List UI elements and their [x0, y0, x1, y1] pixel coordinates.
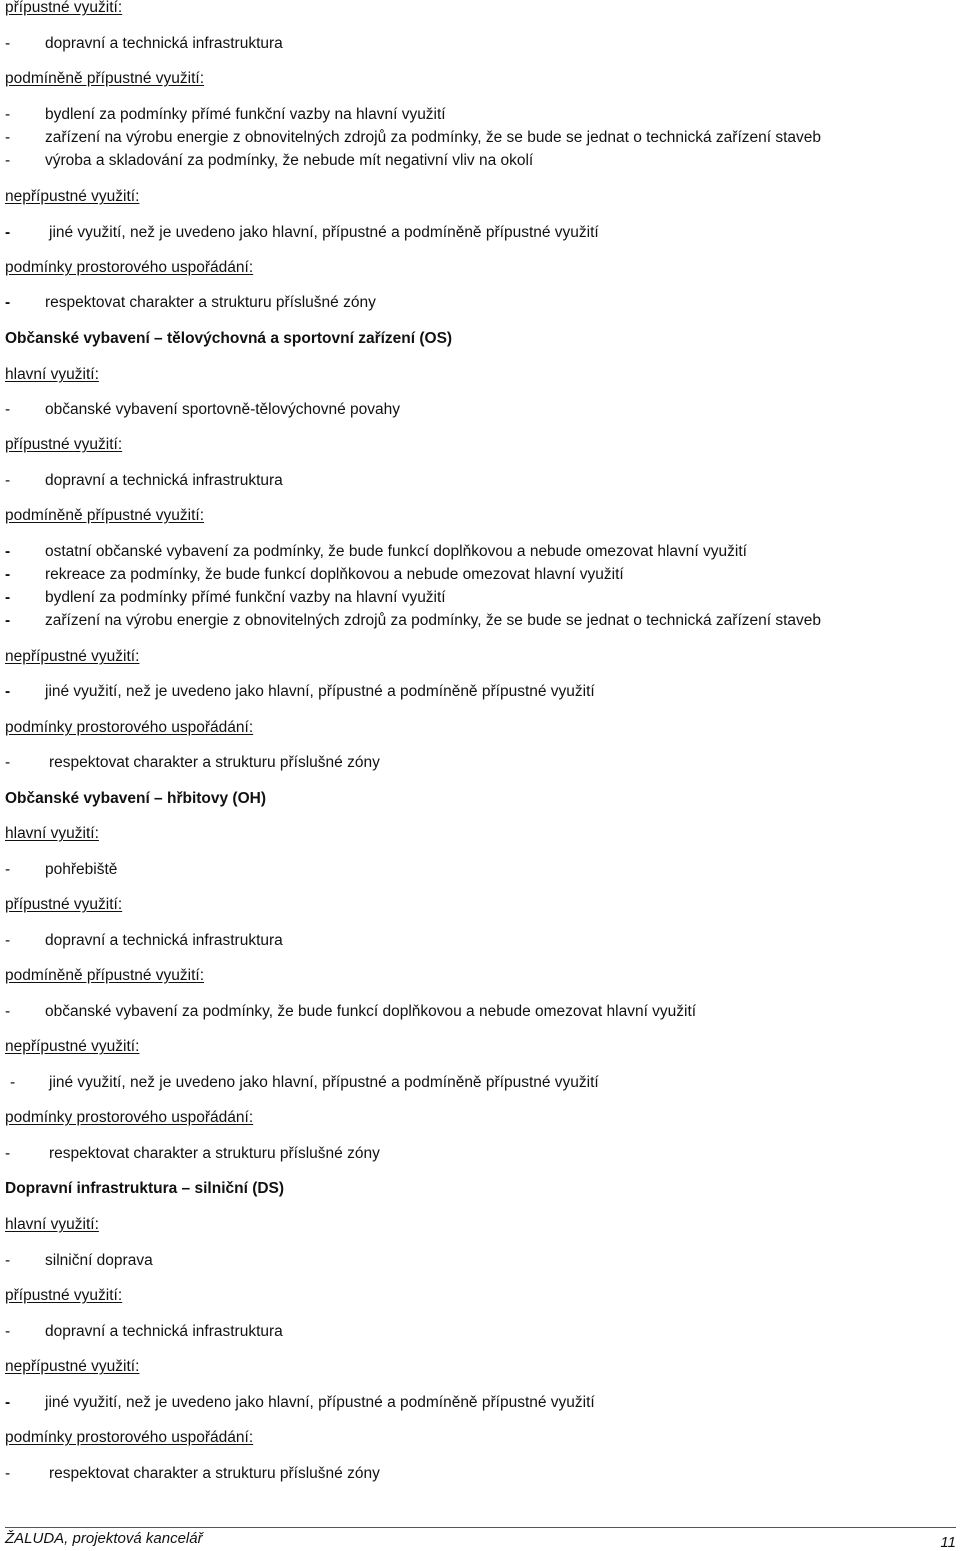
list-item: [5, 1464, 380, 1484]
list-item: [5, 293, 376, 313]
label-nepripustne: nepřípustné využití:: [5, 188, 140, 205]
label-podminky: podmínky prostorového uspořádání:: [5, 1429, 254, 1446]
bullet-dash: -: [10, 1074, 16, 1091]
item-text: dopravní a technická infrastruktura: [45, 472, 283, 489]
item-text: dopravní a technická infrastruktura: [45, 1323, 283, 1340]
bullet-dash: -: [5, 152, 11, 169]
list-item: [5, 542, 747, 562]
label-nepripustne: nepřípustné využití:: [5, 648, 140, 665]
list-item: [5, 400, 400, 420]
label-hlavni: hlavní využití:: [5, 1216, 99, 1233]
bullet-dash: -: [5, 543, 11, 560]
list-item: [5, 1393, 595, 1413]
label-pripustne: přípustné využití:: [5, 896, 123, 913]
label-hlavni: hlavní využití:: [5, 366, 99, 383]
bullet-dash: -: [5, 35, 11, 52]
bullet-dash: -: [5, 294, 11, 311]
bullet-dash: -: [5, 1323, 11, 1340]
item-text: jiné využití, než je uvedeno jako hlavní, přípustné a podmíněně přípustné využití: [45, 1394, 595, 1411]
item-text: bydlení za podmínky přímé funkční vazby na hlavní využití: [45, 106, 446, 123]
list-item: [5, 1322, 283, 1342]
bullet-dash: -: [5, 754, 11, 771]
label-nepripustne: nepřípustné využití:: [5, 1358, 140, 1375]
label-nepripustne: nepřípustné využití:: [5, 1038, 140, 1055]
item-text: dopravní a technická infrastruktura: [45, 35, 283, 52]
list-item: [5, 588, 446, 608]
list-item: [5, 34, 283, 54]
item-text: rekreace za podmínky, že bude funkcí doplňkovou a nebude omezovat hlavní využití: [45, 566, 624, 583]
item-text: občanské vybavení za podmínky, že bude funkcí doplňkovou a nebude omezovat hlavní využití: [45, 1003, 697, 1020]
list-item: [5, 931, 283, 951]
list-item: [5, 1251, 153, 1271]
bullet-dash: -: [5, 106, 11, 123]
item-text: respektovat charakter a strukturu příslušné zóny: [45, 294, 376, 311]
bullet-dash: -: [5, 932, 11, 949]
item-text: zařízení na výrobu energie z obnovitelných zdrojů za podmínky, že se bude se jednat o technická zařízení staveb: [45, 129, 822, 146]
item-text: jiné využití, než je uvedeno jako hlavní, přípustné a podmíněně přípustné využití: [49, 224, 599, 241]
label-podminene: podmíněně přípustné využití:: [5, 507, 205, 524]
bullet-dash: -: [5, 589, 11, 606]
list-item: [5, 151, 533, 171]
list-item: [5, 128, 821, 148]
bullet-dash: -: [5, 683, 11, 700]
bullet-dash: -: [5, 612, 11, 629]
list-item: [5, 105, 446, 125]
footer-company: ŽALUDA, projektová kancelář: [5, 1530, 203, 1547]
item-text: silniční doprava: [45, 1252, 153, 1269]
bullet-dash: -: [5, 1003, 11, 1020]
list-item: [5, 753, 380, 773]
item-text: jiné využití, než je uvedeno jako hlavní, přípustné a podmíněně přípustné využití: [49, 1074, 599, 1091]
list-item: [5, 1002, 696, 1022]
section-heading-oh: Občanské vybavení – hřbitovy (OH): [5, 790, 267, 807]
label-podminky: podmínky prostorového uspořádání:: [5, 259, 254, 276]
label-pripustne: přípustné využití:: [5, 1287, 123, 1304]
label-pripustne: přípustné využití:: [5, 0, 123, 16]
item-text: jiné využití, než je uvedeno jako hlavní, přípustné a podmíněně přípustné využití: [45, 683, 595, 700]
bullet-dash: -: [5, 1465, 11, 1482]
bullet-dash: -: [5, 401, 11, 418]
page-number: 11: [940, 1534, 956, 1551]
list-item: [5, 682, 595, 702]
bullet-dash: -: [5, 472, 11, 489]
label-podminene: podmíněně přípustné využití:: [5, 70, 205, 87]
label-podminky: podmínky prostorového uspořádání:: [5, 1109, 254, 1126]
item-text: výroba a skladování za podmínky, že nebude mít negativní vliv na okolí: [45, 152, 534, 169]
item-text: zařízení na výrobu energie z obnovitelných zdrojů za podmínky, že se bude se jednat o technická zařízení staveb: [45, 612, 822, 629]
item-text: ostatní občanské vybavení za podmínky, že bude funkcí doplňkovou a nebude omezovat hlavní využití: [45, 543, 747, 560]
label-podminky: podmínky prostorového uspořádání:: [5, 719, 254, 736]
list-item: [5, 471, 283, 491]
list-item: [5, 611, 821, 631]
list-item: [5, 223, 599, 243]
item-text: respektovat charakter a strukturu příslušné zóny: [49, 754, 380, 771]
item-text: respektovat charakter a strukturu příslušné zóny: [49, 1145, 380, 1162]
item-text: občanské vybavení sportovně-tělovýchovné povahy: [45, 401, 400, 418]
label-podminene: podmíněně přípustné využití:: [5, 967, 205, 984]
section-heading-ds: Dopravní infrastruktura – silniční (DS): [5, 1180, 285, 1197]
label-hlavni: hlavní využití:: [5, 825, 99, 842]
section-heading-os: Občanské vybavení – tělovýchovná a sportovní zařízení (OS): [5, 330, 453, 347]
item-text: respektovat charakter a strukturu příslušné zóny: [49, 1465, 380, 1482]
bullet-dash: -: [5, 861, 11, 878]
item-text: pohřebiště: [45, 861, 118, 878]
item-text: dopravní a technická infrastruktura: [45, 932, 283, 949]
bullet-dash: -: [5, 566, 11, 583]
list-item: [5, 565, 624, 585]
bullet-dash: -: [5, 1252, 11, 1269]
footer-divider: [5, 1527, 956, 1528]
bullet-dash: -: [5, 129, 11, 146]
list-item: [5, 860, 117, 880]
bullet-dash: -: [5, 1394, 11, 1411]
bullet-dash: -: [5, 1145, 11, 1162]
list-item: [5, 1144, 380, 1164]
list-item: [5, 1073, 599, 1093]
label-pripustne: přípustné využití:: [5, 436, 123, 453]
item-text: bydlení za podmínky přímé funkční vazby na hlavní využití: [45, 589, 446, 606]
bullet-dash: -: [5, 224, 11, 241]
